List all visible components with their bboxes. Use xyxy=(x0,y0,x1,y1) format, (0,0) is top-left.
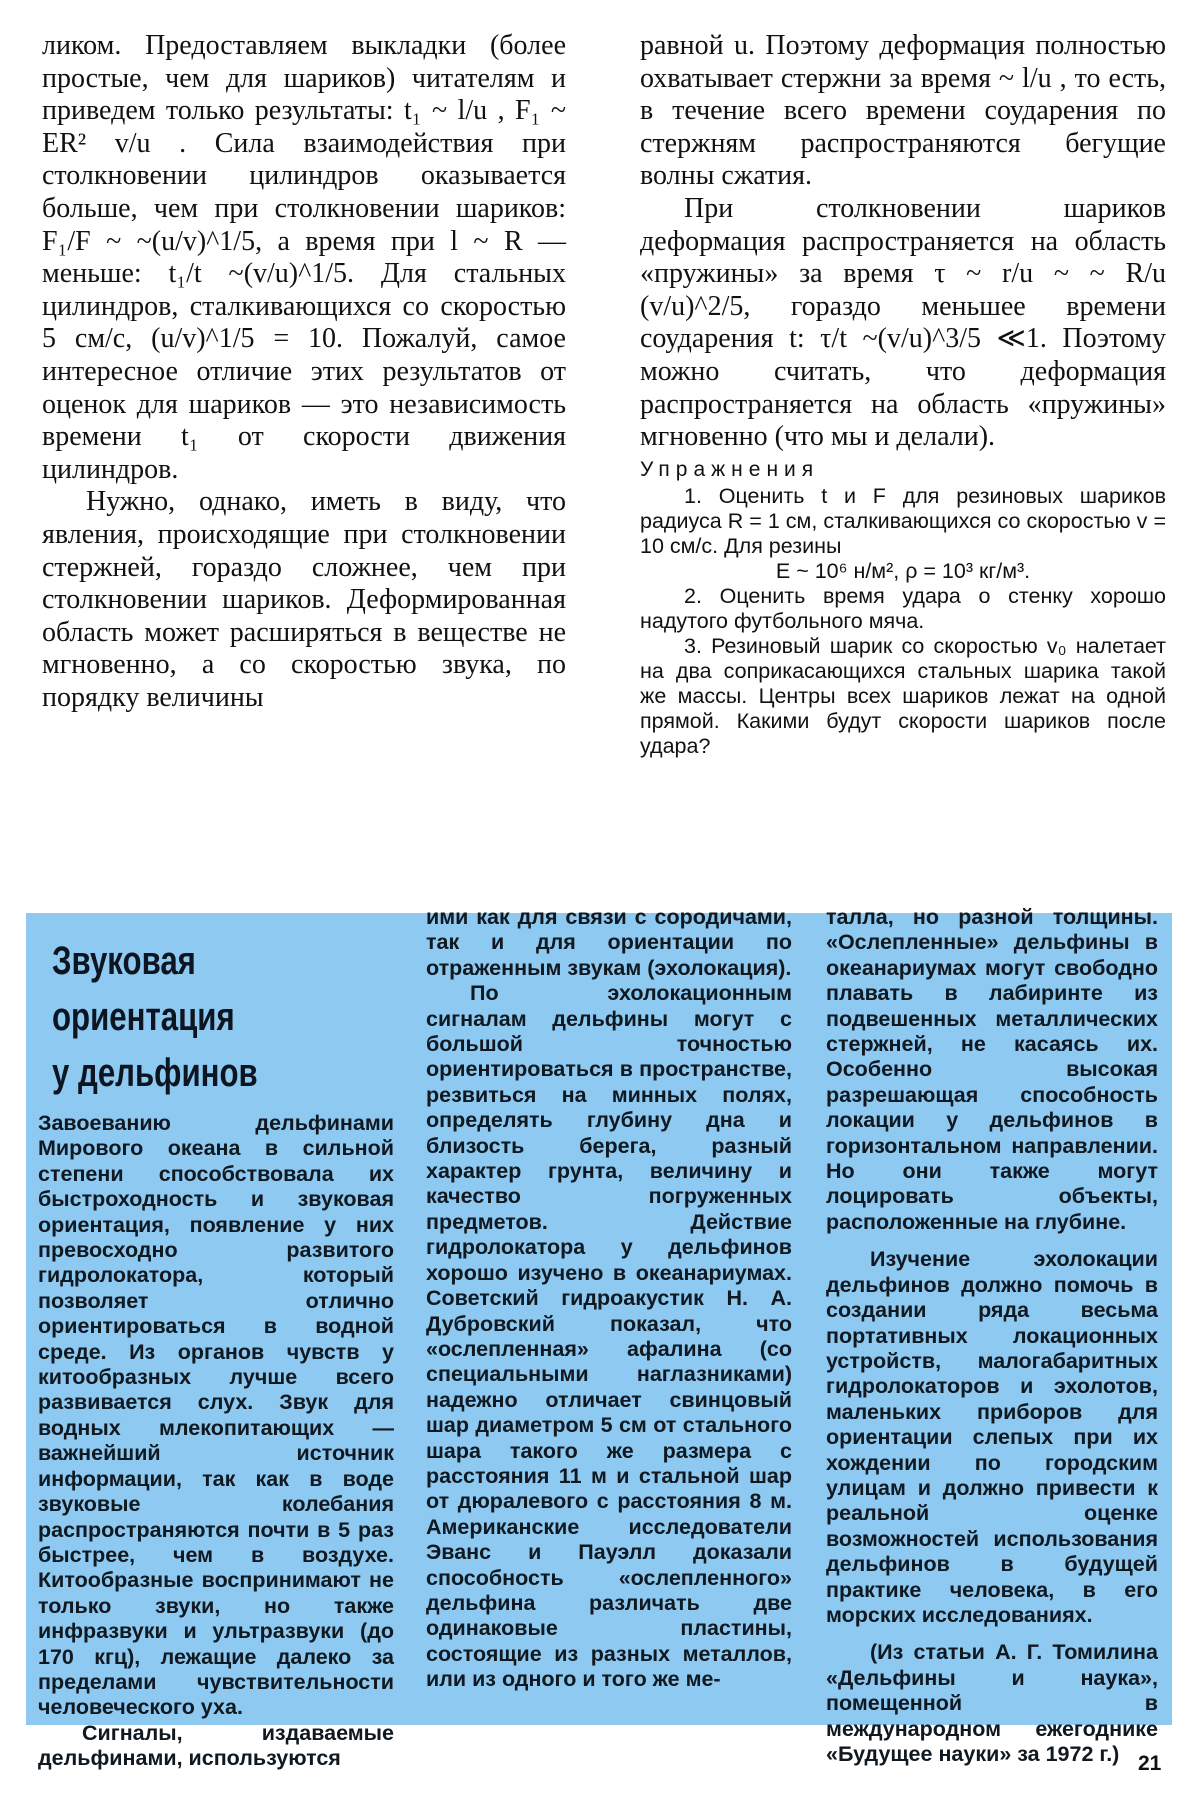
right-column xyxy=(640,30,1166,759)
box-paragraph: (Из статьи А. Г. Томилина «Дельфины и наука», помещенной в международном ежегоднике «Будущее науки» за 1972 г.) xyxy=(826,1640,1158,1766)
headline-line: ориентация xyxy=(52,995,235,1039)
paragraph: Нужно, однако, иметь в виду, что явления, происходящие при столкновении стержней, гораздо сложнее, чем при столкновении шариков. Деформированная область может расширяться в веществе не мгновенно, а со скоростью звука, по порядку величины xyxy=(42,486,566,713)
paragraph: ликом. Предоставляем выкладки (более простые, чем для шариков) читателям и приведем только результаты: t₁ ~ l/u , F₁ ~ ER² v/u . Сила взаимодействия при столкновении цилиндров оказывается больше, чем при столкновении шариков: F₁/F ~ ~(u/v)^1/5, а время при l ~ R — меньше: t₁/t ~(v/u)^1/5. Для стальных цилиндров, сталкивающихся со скоростью 5 см/с, (u/v)^1/5 = 10. Пожалуй, самое интересное отличие этих результатов от оценок для шариков — это независимость времени t₁ от скорости движения цилиндров. xyxy=(42,30,566,485)
box-column-1 xyxy=(38,919,394,1772)
box-paragraph: По эхолокационным сигналам дельфины могут с большой точностью ориентироваться в пространстве, резвиться на минных полях, определять глубину дна и близость берега, разный характер грунта, величину и качество погруженных предметов. Действие гидролокатора у дельфинов хорошо изучено в океанариумах. Советский гидроакустик Н. А. Дубровский показал, что «ослепленная» афалина (со специальными наглазниками) надежно отличает свинцовый шар диаметром 5 см от стального шара такого же размера с расстояния 11 м и стальной шар от дюралевого с расстояния 8 м. Американские исследователи Эванс и Пауэлл доказали способность «ослепленного» дельфина различать две одинаковые пластины, состоящие из разных металлов, или из одного и того же ме- xyxy=(426,981,792,1692)
exercise-formula: E ~ 10⁶ н/м², ρ = 10³ кг/м³. xyxy=(775,558,1031,583)
headline-line: Звуковая xyxy=(52,939,196,983)
box-paragraph: ими как для связи с сородичами, так и для ориентации по отраженным звукам (эхолокация). xyxy=(426,905,792,980)
box-column-3 xyxy=(826,905,1158,1767)
page-number: 21 xyxy=(1138,1752,1162,1775)
box-column-2 xyxy=(426,905,792,1693)
exercises-title: Упражнения xyxy=(640,457,820,481)
headline-line: у дельфинов xyxy=(52,1051,258,1095)
exercise-item: 2. Оценить время удара о стенку хорошо надутого футбольного мяча. xyxy=(640,583,1166,633)
paragraph: равной u. Поэтому деформация полностью охватывает стержни за время ~ l/u , то есть, в течение всего времени соударения по стержням распространяются бегущие волны сжатия. xyxy=(640,30,1166,192)
left-column xyxy=(42,30,566,714)
box-paragraph: Изучение эхолокации дельфинов должно помочь в создании ряда весьма портативных локационных устройств, малогабаритных гидролокаторов и эхолотов, маленьких приборов для ориентации слепых при их хождении по городским улицам и должно привести к реальной оценке возможностей использования дельфинов в будущей практике человека, в его морских исследованиях. xyxy=(826,1247,1158,1627)
paragraph: При столкновении шариков деформация распространяется на область «пружины» за время τ ~ r/u ~ ~ R/u (v/u)^2/5, гораздо меньшее времени соударения t: τ/t ~(v/u)^3/5 ≪1. Поэтому можно считать, что деформация распространяется на область «пружины» мгновенно (что мы и делали). xyxy=(640,192,1166,453)
exercise-item: 1. Оценить t и F для резиновых шариков радиуса R = 1 см, сталкивающихся со скоростью v = 10 см/с. Для резины xyxy=(640,483,1166,558)
box-headline xyxy=(52,933,319,1101)
box-paragraph: Сигналы, издаваемые дельфинами, используются xyxy=(38,1720,394,1771)
exercise-item: 3. Резиновый шарик со скоростью v₀ налетает на два соприкасающихся стальных шарика такой же массы. Центры всех шариков лежат на одной прямой. Какими будут скорости шариков после удара? xyxy=(640,633,1166,758)
box-paragraph: Завоеванию дельфинами Мирового океана в сильной степени способствовала их быстроходность и звуковая ориентация, появление у них превосходно развитого гидролокатора, который позволяет отлично ориентироваться в водной среде. Из органов чувств у китообразных лучше всего развивается слух. Звук для водных млекопитающих — важнейший источник информации, так как в воде звуковые колебания распространяются почти в 5 раз быстрее, чем в воздухе. Китообразные воспринимают не только звуки, но также инфразвуки и ультразвуки (до 170 кгц), лежащие далеко за пределами чувствительности человеческого уха. xyxy=(38,1111,394,1720)
box-paragraph: талла, но разной толщины. «Ослепленные» дельфины в океанариумах могут свободно плавать в лабиринте из подвешенных металлических стержней, не касаясь их. Особенно высокая разрешающая способность локации у дельфинов в горизонтальном направлении. Но они также могут лоцировать объекты, расположенные на глубине. xyxy=(826,905,1158,1234)
